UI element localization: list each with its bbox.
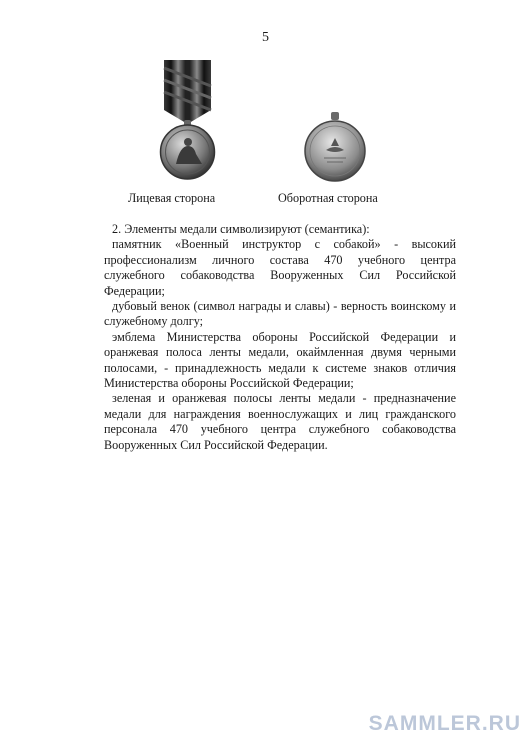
section-heading: 2. Элементы медали символизируют (семантика): xyxy=(112,222,370,236)
medal-back-image xyxy=(300,112,370,184)
paragraph: памятник «Военный инструктор с собакой» - высокий профессионализм личного состава 470 учебного центра служебного собаководства Вооруженных Сил Российской Федерации; xyxy=(104,237,456,298)
section-body xyxy=(104,222,456,453)
paragraph: дубовый венок (символ награды и славы) - верность воинскому и служебному долгу; xyxy=(104,299,456,329)
medal-front-image xyxy=(150,60,225,182)
front-caption: Лицевая сторона xyxy=(128,191,216,205)
page-number: 5 xyxy=(262,30,269,45)
paragraph: зеленая и оранжевая полосы ленты медали - предназначение медали для награждения военнослужащих и лиц гражданского персонала 470 учебного центра служебного собаководства Вооруженных Сил Российской Федерации. xyxy=(104,391,456,452)
watermark-text: SAMMLER.RU xyxy=(368,712,521,735)
paragraph: эмблема Министерства обороны Российской Федерации и оранжевая полоса ленты медали, окаймленная двумя черными полосами, - принадлежность медали к системе знаков отличия Министерства обороны Российской Федерации; xyxy=(104,329,456,391)
back-caption: Оборотная сторона xyxy=(278,191,378,205)
